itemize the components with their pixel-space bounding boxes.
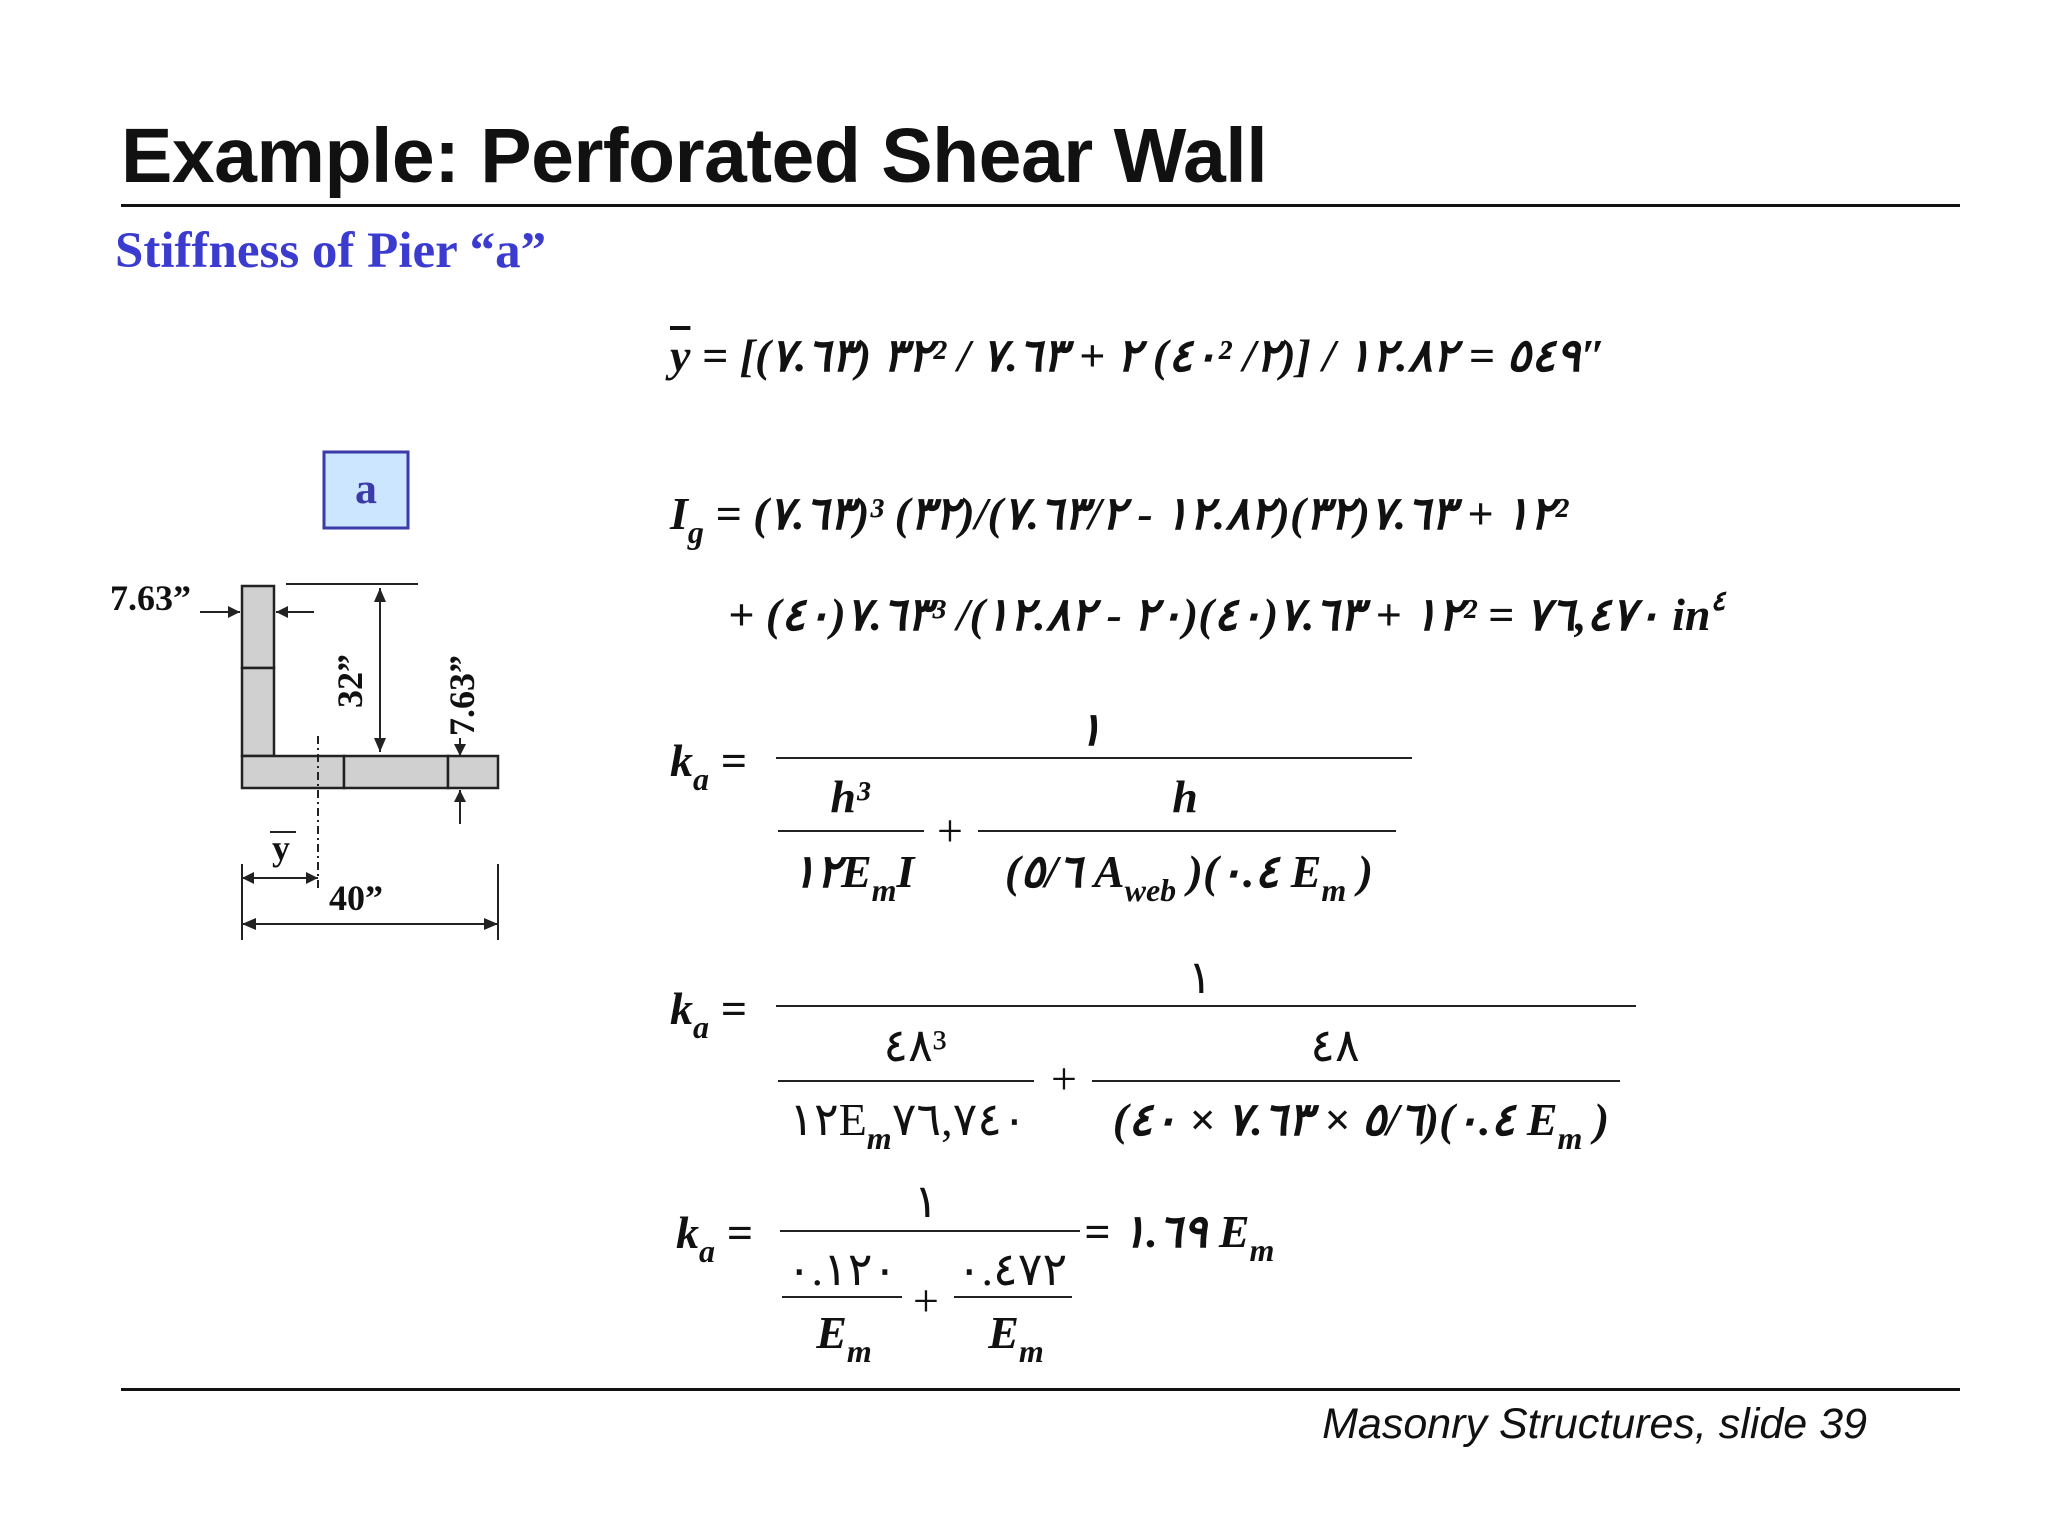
ka1-f1-num: h³ <box>830 771 870 822</box>
ka3-f1-den: E <box>816 1307 847 1358</box>
ig-unit-sup: ٤ <box>1710 586 1726 617</box>
equation-ybar <box>670 328 1606 382</box>
ka3-plus: + <box>913 1275 939 1326</box>
ka3-f2-rule <box>954 1296 1072 1298</box>
ka2-f2-den-a: (٥/٦ × ٧.٦٣ × ٤٠)(٠.٤ E <box>1112 1094 1558 1145</box>
ka2-f1-rule <box>778 1080 1034 1082</box>
ka3-f2-den: E <box>988 1307 1019 1358</box>
ka2-plus: + <box>1051 1053 1077 1104</box>
slide-subtitle: Stiffness of Pier “a” <box>115 223 547 279</box>
ka3-f1-rule <box>782 1296 902 1298</box>
ka3-main-rule <box>780 1230 1080 1232</box>
pier-section-diagram <box>100 440 570 960</box>
ka1-numerator: ١ <box>1077 704 1103 755</box>
ka3-f2-den-group <box>954 1306 1078 1370</box>
ka3-numerator: ١ <box>913 1176 939 1227</box>
ka2-f1-den-group <box>778 1092 1038 1157</box>
ka1-lhs-group: $k_a$ = <box>670 735 747 797</box>
ka2-lhs-sub: a <box>693 1009 709 1045</box>
ig-line1: = (٧.٦٣)³ (٣٢)/١٢ + ٧.٦٣(٣٢)(١٢.٨٢ - ٧.٦٣/٢)² <box>715 488 1569 539</box>
ka1-f2-den-sub: web <box>1124 872 1177 908</box>
slide-title: Example: Perforated Shear Wall <box>121 113 1268 199</box>
ka2-f2-den-b: ) <box>1582 1094 1610 1145</box>
ka1-main-rule <box>776 757 1412 759</box>
ka1-f2-den-c: ) <box>1346 846 1374 897</box>
dim-width: 40” <box>329 878 383 918</box>
ka3-lhs-sub: a <box>699 1233 715 1269</box>
ka1-f2-den-group <box>984 844 1394 909</box>
title-underline <box>121 204 1960 207</box>
ka1-f1-den-group <box>778 844 928 909</box>
ka1-f1-den: ١٢E <box>791 846 872 897</box>
ig-lhs: I <box>670 488 688 539</box>
footer-rule <box>121 1388 1960 1391</box>
ka2-main-rule <box>776 1005 1636 1007</box>
ka1-f1-den-sub: m <box>871 872 897 908</box>
ka2-f1-den-tail: ٧٦,٧٤٠ <box>891 1094 1027 1145</box>
ig-lhs-sub: g <box>687 514 704 550</box>
ka1-f2-rule <box>978 830 1396 832</box>
ka2-f2-rule <box>1092 1080 1620 1082</box>
ka1-lhs-sub: a <box>693 761 709 797</box>
ka3-lhs-group: $k_a$ = <box>676 1207 753 1269</box>
web-block-upper <box>242 586 274 668</box>
equation-ig-line2 <box>728 584 1726 641</box>
ybar-lhs: $\overline{y}$ <box>670 330 691 381</box>
ka1-plus: + <box>937 805 963 856</box>
ka1-f2-den-b: )(٠.٤ E <box>1176 846 1322 897</box>
ka3-lhs: k <box>676 1207 699 1258</box>
ka3-f1-den-sub: m <box>846 1333 872 1369</box>
ig-line2: + ٧.٦٣(٤٠)³ /١٢ + ٧.٦٣(٤٠)(٢٠ - ١٢.٨٢)² = ٧٦,٤٧٠ <box>728 589 1661 640</box>
ka3-f2-num: ٠.٤٧٢ <box>956 1244 1068 1295</box>
ka2-f1-den-sub: m <box>866 1120 892 1156</box>
ka3-f1-den-group <box>782 1306 906 1370</box>
ka1-f1-den-tail: I <box>896 846 915 897</box>
ka1-f2-den-sub2: m <box>1321 872 1347 908</box>
ka2-f2-num: ٤٨ <box>1310 1020 1360 1071</box>
flange-block-1 <box>242 756 344 788</box>
dim-height: 32” <box>330 654 370 708</box>
ka1-lhs: k <box>670 735 693 786</box>
ka2-numerator: ١ <box>1187 952 1213 1003</box>
ybar-rhs: = [٣٢ (٧.٦٣)² / ٢ + ٧.٦٣ (٤٠² /٢)] / ٥٤٩ = ١٢.٨٢″ <box>701 330 1606 381</box>
web-block-lower <box>242 668 274 756</box>
ka1-f2-num: h <box>1172 771 1198 822</box>
ka3-result: = ١.٦٩ E <box>1084 1206 1250 1257</box>
ka3-result-group <box>1084 1204 1274 1269</box>
ka2-lhs: k <box>670 983 693 1034</box>
ka3-f2-den-sub: m <box>1018 1333 1044 1369</box>
ka1-f2-den-a: (٥/٦ A <box>1004 846 1125 897</box>
ka2-lhs-group: $k_a$ = <box>670 983 747 1045</box>
ka3-result-sub: m <box>1249 1232 1275 1268</box>
ka2-f2-den-group <box>1096 1092 1626 1157</box>
ka2-f1-den: ١٢E <box>789 1094 867 1145</box>
dim-flange-thickness: 7.63” <box>442 655 482 736</box>
dim-web-thickness: 7.63” <box>110 578 191 618</box>
dim-ybar: y <box>272 828 290 868</box>
slide-footer: Masonry Structures, slide 39 <box>1322 1400 1867 1448</box>
ig-unit: in <box>1672 589 1711 640</box>
equation-ig-line1 <box>670 486 1568 551</box>
ka2-f1-num: ٤٨³ <box>883 1020 947 1071</box>
ka3-f1-num: ٠.١٢٠ <box>786 1244 898 1295</box>
pier-label: a <box>355 464 377 513</box>
ka2-f2-den-sub: m <box>1557 1120 1583 1156</box>
ka1-f1-rule <box>778 830 924 832</box>
flange-block-2 <box>344 756 448 788</box>
flange-block-3 <box>448 756 498 788</box>
